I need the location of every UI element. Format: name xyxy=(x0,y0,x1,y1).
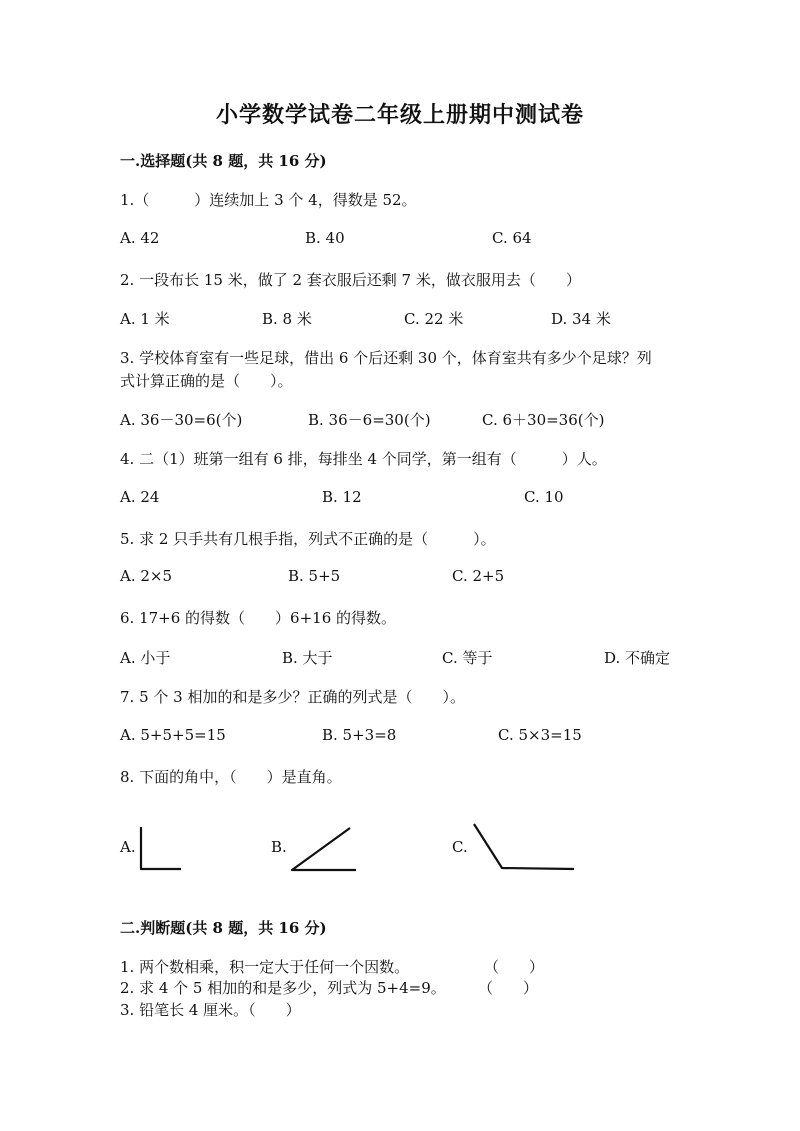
option-5c: C. 2+5 xyxy=(452,567,505,585)
true-false-blank-2: （ ） xyxy=(478,979,539,997)
question-3-line-2: 式计算正确的是（ ）。 xyxy=(120,372,293,390)
section-heading-choice: 一.选择题(共 8 题，共 16 分) xyxy=(120,152,327,170)
option-1b: B. 40 xyxy=(305,229,345,247)
option-3a: A. 36－30=6(个) xyxy=(120,411,243,429)
option-4a: A. 24 xyxy=(120,488,160,506)
option-8b-label: B. xyxy=(271,838,287,856)
question-4: 4. 二（1）班第一组有 6 排，每排坐 4 个同学，第一组有（ ）人。 xyxy=(120,450,607,468)
true-false-item-3: 3. 铅笔长 4 厘米。（ ） xyxy=(120,1001,301,1019)
question-5: 5. 求 2 只手共有几根手指，列式不正确的是（ ）。 xyxy=(120,530,496,548)
option-1c: C. 64 xyxy=(492,229,532,247)
option-3b: B. 36－6=30(个) xyxy=(308,411,431,429)
obtuse-angle-figure xyxy=(470,820,580,874)
option-7b: B. 5+3=8 xyxy=(322,726,397,744)
option-5b: B. 5+5 xyxy=(288,567,341,585)
section-heading-true-false: 二.判断题(共 8 题，共 16 分) xyxy=(120,919,327,937)
option-2b: B. 8 米 xyxy=(262,310,312,328)
question-7: 7. 5 个 3 相加的和是多少？正确的列式是（ ）。 xyxy=(120,688,465,706)
option-7c: C. 5×3=15 xyxy=(498,726,582,744)
true-false-item-1: 1. 两个数相乘，积一定大于任何一个因数。 xyxy=(120,958,410,976)
question-3-line-1: 3. 学校体育室有一些足球，借出 6 个后还剩 30 个，体育室共有多少个足球？列 xyxy=(120,349,652,367)
option-5a: A. 2×5 xyxy=(120,567,173,585)
option-2d: D. 34 米 xyxy=(551,310,611,328)
question-6: 6. 17+6 的得数（ ）6+16 的得数。 xyxy=(120,609,397,627)
question-1: 1.（ ）连续加上 3 个 4，得数是 52。 xyxy=(120,191,417,209)
option-6a: A. 小于 xyxy=(120,649,171,667)
option-2a: A. 1 米 xyxy=(120,310,170,328)
true-false-item-2: 2. 求 4 个 5 相加的和是多少，列式为 5+4=9。 xyxy=(120,979,446,997)
option-6d: D. 不确定 xyxy=(604,649,671,667)
question-2: 2. 一段布长 15 米，做了 2 套衣服后还剩 7 米，做衣服用去（ ） xyxy=(120,271,581,289)
option-2c: C. 22 米 xyxy=(404,310,464,328)
option-7a: A. 5+5+5=15 xyxy=(120,726,226,744)
option-6b: B. 大于 xyxy=(282,649,333,667)
option-6c: C. 等于 xyxy=(442,649,493,667)
question-8: 8. 下面的角中，（ ）是直角。 xyxy=(120,768,342,786)
right-angle-figure xyxy=(138,825,184,873)
option-8c-label: C. xyxy=(452,838,468,856)
option-1a: A. 42 xyxy=(120,229,160,247)
option-3c: C. 6＋30=36(个) xyxy=(482,411,605,429)
option-4c: C. 10 xyxy=(524,488,564,506)
option-4b: B. 12 xyxy=(322,488,362,506)
option-8a-label: A. xyxy=(120,838,136,856)
page-title: 小学数学试卷二年级上册期中测试卷 xyxy=(215,102,584,128)
acute-angle-figure xyxy=(288,824,360,874)
true-false-blank-1: （ ） xyxy=(484,958,545,976)
